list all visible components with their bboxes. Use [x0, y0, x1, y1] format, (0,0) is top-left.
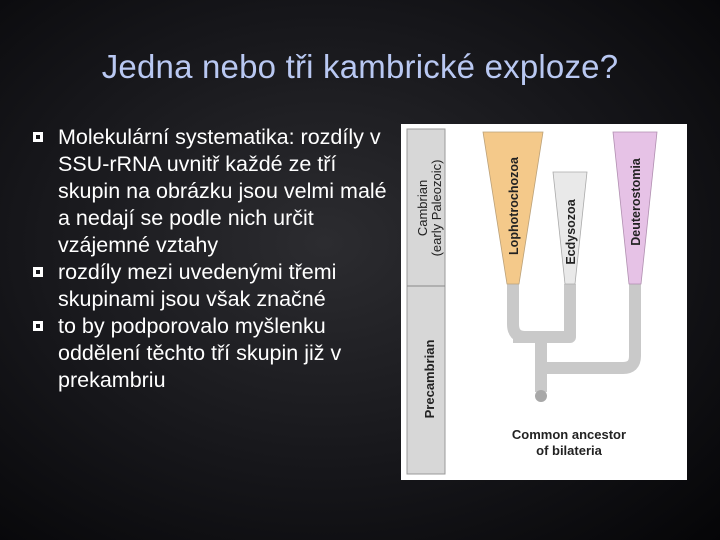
deuterostomia-label: Deuterostomia [629, 158, 643, 246]
square-bullet-icon [30, 318, 46, 334]
square-bullet-icon [30, 129, 46, 145]
early-paleozoic-label: (early Paleozoic) [429, 159, 444, 257]
lophotrochozoa-label: Lophotrochozoa [507, 157, 521, 255]
bullet-text: Molekulární systematika: rozdíly v SSU-rRNA uvnitř každé ze tří skupin na obrázku jsou velmi malé a nedají se podle nich určit vzájemné vztahy [58, 125, 387, 257]
branch-root [541, 368, 553, 392]
ancestor-label-line1: Common ancestor [511, 427, 627, 442]
phylogeny-figure [401, 124, 687, 480]
cambrian-label: Cambrian [415, 179, 430, 237]
bullet-item [30, 124, 390, 259]
bullet-item [30, 313, 390, 394]
bullet-text: rozdíly mezi uvedenými třemi skupinami jsou však značné [58, 260, 337, 311]
square-bullet-icon [30, 264, 46, 280]
ecdysozoa-label: Ecdysozoa [564, 199, 578, 265]
branch-lophotrochozoa [513, 284, 541, 337]
bullet-list [30, 124, 390, 394]
precambrian-label: Precambrian [422, 339, 437, 419]
slide-title: Jedna nebo tři kambrické exploze? [101, 48, 619, 85]
bullet-text: to by podporovalo myšlenku oddělení těchto tří skupin již v prekambriu [58, 314, 342, 392]
bullet-item [30, 259, 390, 313]
ancestor-label-line2: of bilateria [536, 443, 602, 458]
phylogeny-diagram [401, 124, 687, 480]
ancestor-node [535, 390, 547, 402]
